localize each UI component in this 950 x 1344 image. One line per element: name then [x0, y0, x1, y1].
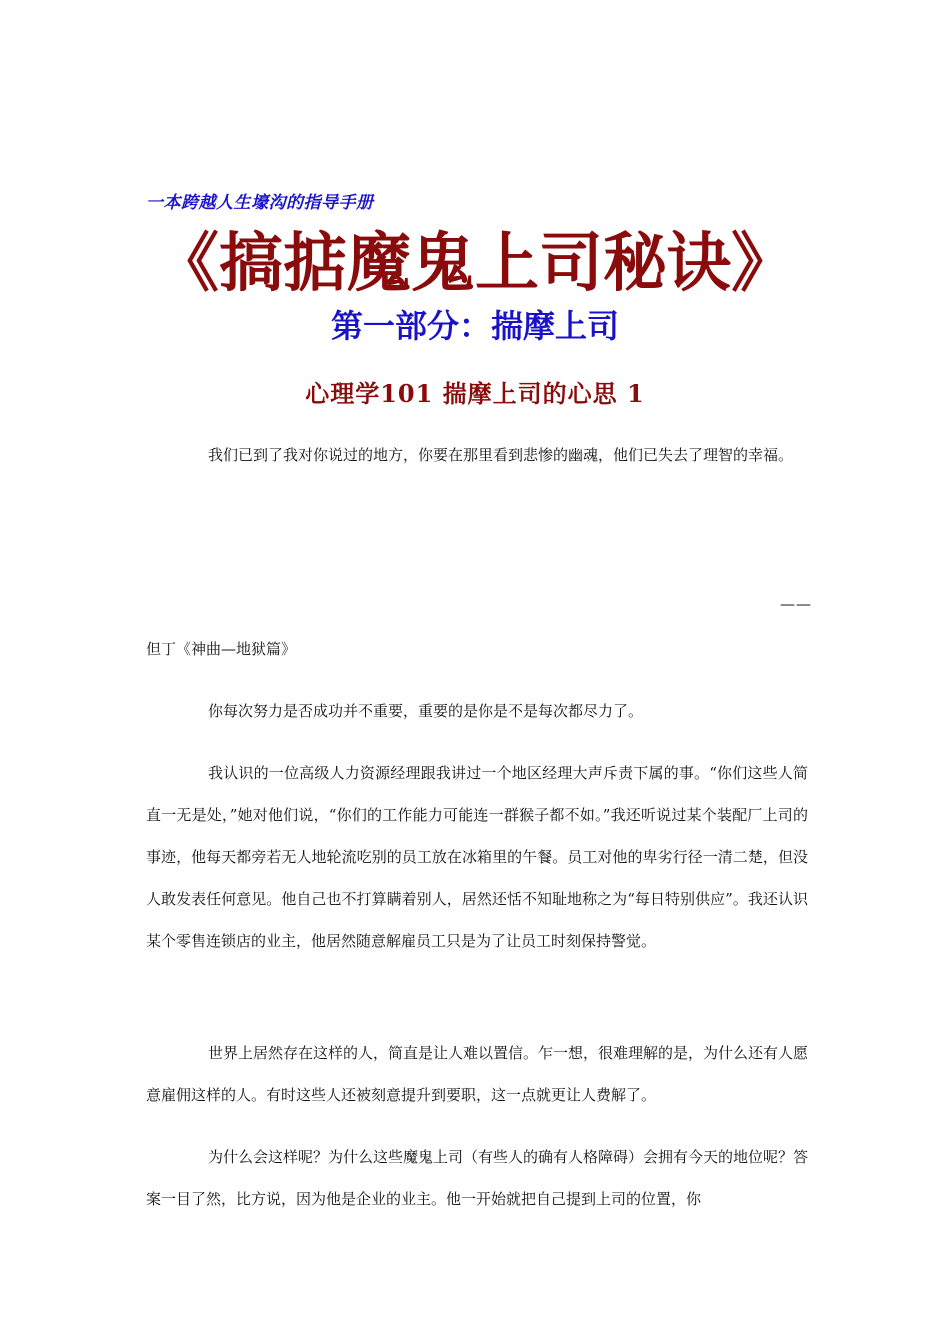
body-paragraph-3: 世界上居然存在这样的人，简直是让人难以置信。乍一想，很难理解的是，为什么还有人愿意雇佣这样的人。有时这些人还被刻意提升到要职，这一点就更让人费解了。: [146, 1044, 809, 1104]
book-tagline: 一本跨越人生壕沟的指导手册: [146, 193, 374, 213]
part-heading: 第一部分：揣摩上司: [330, 307, 619, 345]
epigraph-quote: 我们已到了我对你说过的地方，你要在那里看到悲惨的幽魂，他们已失去了理智的幸福。: [208, 446, 794, 464]
section-heading: 心理学101 揣摩上司的心思 1: [305, 379, 645, 408]
epigraph-attribution: 但丁《神曲—地狱篇》: [146, 640, 297, 658]
book-title: 《搞掂魔鬼上司秘诀》: [155, 227, 795, 301]
body-paragraph-1: 你每次努力是否成功并不重要，重要的是你是不是每次都尽力了。: [208, 702, 644, 720]
body-paragraph-2: 我认识的一位高级人力资源经理跟我讲过一个地区经理大声斥责下属的事。“你们这些人简直一无是处，”她对他们说，“你们的工作能力可能连一群猴子都不如。”我还听说过某个装配厂上司的事迹，他每天都旁若无人地轮流吃别的员工放在冰箱里的午餐。员工对他的卑劣行径一清二楚，但没人敢发表任何意见。他自己也不打算瞒着别人，居然还恬不知耻地称之为“每日特别供应”。我还认识某个零售连锁店的业主，他居然随意解雇员工只是为了让员工时刻保持警觉。: [146, 764, 808, 950]
body-paragraph-4: 为什么会这样呢？为什么这些魔鬼上司（有些人的确有人格障碍）会拥有今天的地位呢？答案一目了然，比方说，因为他是企业的业主。他一开始就把自己提到上司的位置，你: [146, 1148, 809, 1208]
epigraph-dash: ——: [780, 595, 812, 613]
